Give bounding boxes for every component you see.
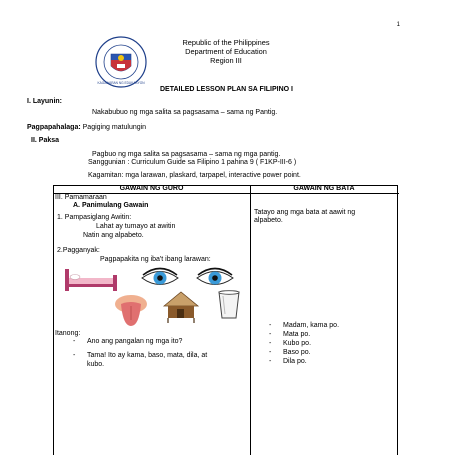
pagpapahalaga-label: Pagpapahalaga: (27, 124, 81, 131)
header-line-2: Department of Education (185, 47, 267, 56)
paksa-line-1: Pagbuo ng mga salita sa pagsasama – sama ng mga pantig. (92, 151, 281, 158)
sagot-4: Baso po. (283, 349, 311, 356)
layunin-label: I. Layunin: (27, 98, 62, 105)
tongue-icon (113, 292, 149, 328)
sagot-1: Madam, kama po. (283, 322, 340, 329)
eye-icon (140, 267, 180, 289)
hut-icon (162, 290, 200, 324)
sagot-2: Mata po. (283, 331, 311, 338)
header-block (166, 38, 286, 65)
tama-line-2: kubo. (87, 361, 105, 368)
tanong-line: Ano ang pangalan ng mga ito? (87, 338, 183, 345)
seal-text: KAGAWARAN NG EDUKASYON (97, 81, 145, 85)
sagot-bullet-2: - (269, 331, 272, 338)
document-title: DETAILED LESSON PLAN SA FILIPINO I (159, 86, 293, 93)
col-header-bata: GAWAIN NG BATA (293, 185, 355, 192)
eye-icon-right (195, 267, 235, 289)
sagot-bullet-5: - (269, 358, 272, 365)
lahat-line: Lahat ay tumayo at awitin (96, 223, 176, 230)
table-column-divider (250, 185, 251, 455)
sagot-3: Kubo po. (283, 340, 312, 347)
sagot-bullet-4: - (269, 349, 272, 356)
natin-line: Natin ang alpabeto. (83, 232, 144, 239)
sagot-bullet-1: - (269, 322, 272, 329)
header-line-3: Region III (210, 56, 242, 65)
tama-line-1: Tama! Ito ay kama, baso, mata, dila, at (87, 352, 208, 359)
pagganyak: 2.Pagganyak: (57, 247, 100, 254)
pamamaraan: III. Pamamaraan (55, 194, 107, 201)
panimulang-gawain: A. Panimulang Gawain (73, 202, 149, 209)
tama-bullet: - (73, 352, 76, 359)
deped-seal-icon (95, 36, 147, 88)
bed-icon (63, 267, 119, 293)
pagpapahalaga-text: Pagiging matulungin (80, 124, 147, 131)
tanong-bullet: - (73, 338, 76, 345)
pagpapahalaga-line (27, 124, 146, 131)
paksa-kagamitan: Kagamitan: mga larawan, plaskard, tarpapel, interactive power point. (88, 172, 301, 179)
pampasigla: 1. Pampasiglang Awitin: (57, 214, 132, 221)
header-line-1: Republic of the Philippines (182, 38, 270, 47)
pagpapakita: Pagpapakita ng iba't ibang larawan: (100, 256, 211, 263)
itanong: Itanong: (55, 330, 81, 337)
sagot-bullet-3: - (269, 340, 272, 347)
col-header-guro: GAWAIN NG GURO (119, 185, 184, 192)
bata-awit-line-2: alpabeto. (254, 217, 283, 224)
sagot-5: Dila po. (283, 358, 307, 365)
paksa-label: II. Paksa (31, 137, 60, 144)
paksa-sanggunian: Sanggunian : Curriculum Guide sa Filipino 1 pahina 9 ( F1KP-III-6 ) (88, 159, 297, 166)
bata-awit-line-1: Tatayo ang mga bata at aawit ng (254, 209, 356, 216)
glass-icon (216, 290, 242, 320)
page-number: 1 (396, 22, 400, 28)
layunin-text: Nakabubuo ng mga salita sa pagsasama – sama ng Pantig. (92, 109, 278, 116)
